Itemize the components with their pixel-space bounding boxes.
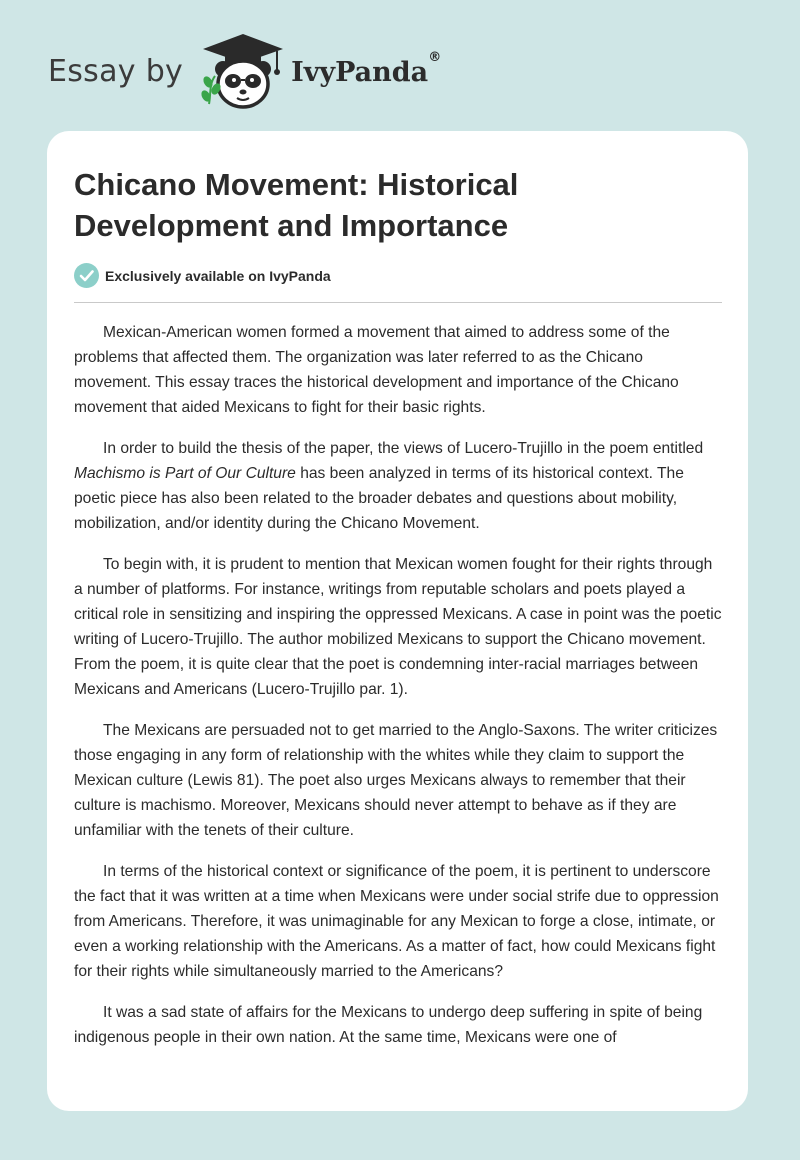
paragraph-text: has been analyzed in terms of its historical context. The poetic piece has also been related to the broader debates and questions about mobility, mobilization, and/or identity during the Chicano Movement.	[74, 465, 684, 532]
poem-title: Machismo is Part of Our Culture	[74, 465, 296, 482]
paragraph: It was a sad state of affairs for the Mexicans to undergo deep suffering in spite of being indigenous people in their own nation. At the same time, Mexicans were one of	[74, 1004, 703, 1046]
page-title: Chicano Movement: Historical Development and Importance	[74, 167, 519, 243]
essay-card	[47, 131, 748, 1111]
paragraph: In terms of the historical context or significance of the poem, it is pertinent to underscore the fact that it was written at a time when Mexicans were under social strife due to oppression from Americans. Therefore, it was unimaginable for any Mexican to forge a close, intimate, or even a working relationship with the Americans. As a matter of fact, how could Mexicans fight for their rights while simultaneously married to the Americans?	[74, 863, 719, 980]
exclusive-label: Exclusively available on IvyPanda	[105, 267, 331, 284]
paragraph	[74, 436, 724, 536]
paragraph: To begin with, it is prudent to mention that Mexican women fought for their rights through a number of platforms. For instance, writings from reputable scholars and poets played a critical role in sensitizing and inspiring the oppressed Mexicans. A case in point was the poetic writing of Lucero-Trujillo. The author mobilized Mexicans to support the Chicano movement. From the poem, it is quite clear that the poet is condemning inter-racial marriages between Mexicans and Americans (Lucero-Trujillo par. 1).	[74, 556, 722, 698]
paragraph-text: In order to build the thesis of the paper, the views of Lucero-Trujillo in the poem entitled	[103, 440, 704, 457]
exclusive-badge	[74, 263, 331, 288]
registered-mark: ®	[428, 49, 442, 65]
paragraph: Mexican-American women formed a movement that aimed to address some of the problems that affected them. The organization was later referred to as the Chicano movement. This essay traces the historical development and importance of the Chicano movement that aided Mexicans to fight for their basic rights.	[74, 324, 679, 416]
brand-name[interactable]	[291, 49, 442, 88]
divider	[74, 302, 722, 303]
site-header	[48, 32, 441, 112]
essay-by-label: Essay by	[48, 54, 184, 89]
essay-body	[74, 320, 724, 1066]
panda-graduate-icon[interactable]	[197, 32, 289, 112]
brand-name-text: IvyPanda	[291, 56, 429, 88]
paragraph: The Mexicans are persuaded not to get married to the Anglo-Saxons. The writer criticizes those engaging in any form of relationship with the whites while they claim to support the Mexican culture (Lewis 81). The poet also urges Mexicans always to remember that their culture is machismo. Moreover, Mexicans should never attempt to behave as if they are unfamiliar with the tenets of their culture.	[74, 722, 718, 839]
check-circle-icon	[74, 263, 99, 288]
